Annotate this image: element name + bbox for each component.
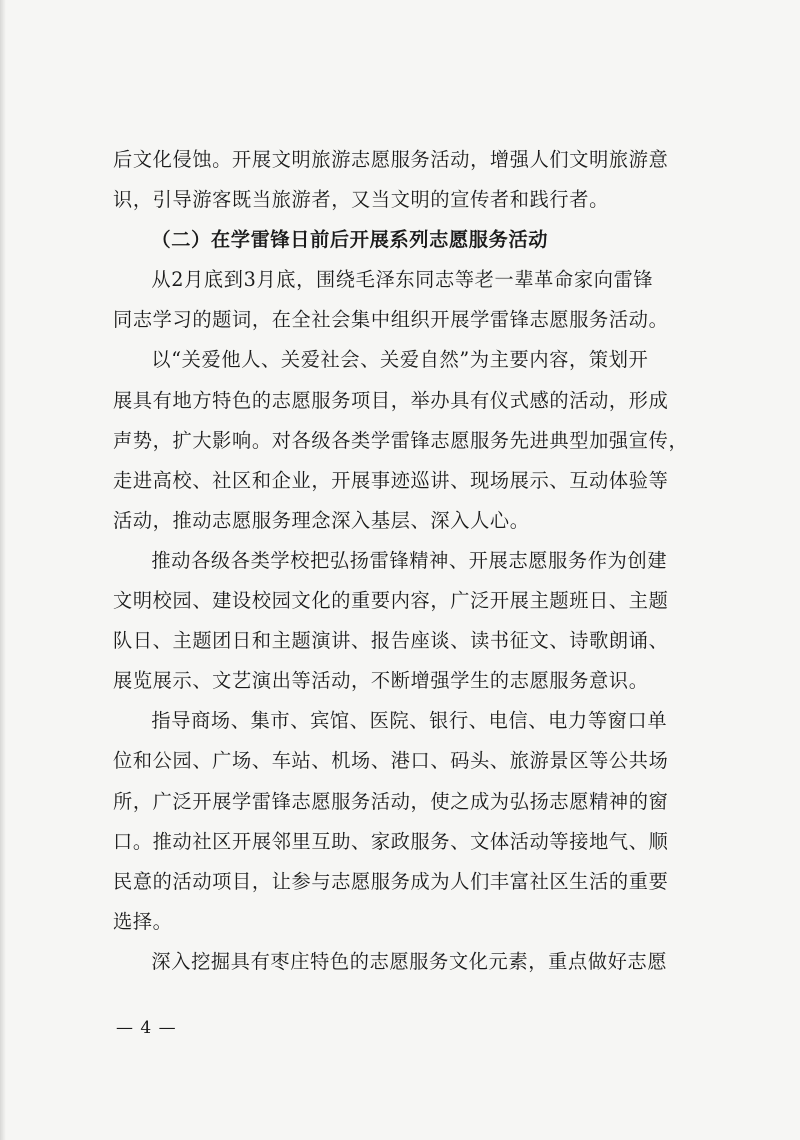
document-body <box>113 140 718 982</box>
paragraph-first-line: 深入挖掘具有枣庄特色的志愿服务文化元素，重点做好志愿 <box>151 949 668 973</box>
text-line: 走进高校、社区和企业，开展事迹巡讲、现场展示、互动体验等 <box>113 468 669 492</box>
text-line: 位和公园、广场、车站、机场、港口、码头、旅游景区等公共场 <box>113 749 669 773</box>
text-line: 队日、主题团日和主题演讲、报告座谈、读书征文、诗歌朗诵、 <box>113 629 669 653</box>
paragraph-first-line: 推动各级各类学校把弘扬雷锋精神、开展志愿服务作为创建 <box>151 548 668 572</box>
text-line: 民意的活动项目，让参与志愿服务成为人们丰富社区生活的重要 <box>113 869 669 893</box>
text-line: 展览展示、文艺演出等活动，不断增强学生的志愿服务意识。 <box>113 669 649 693</box>
text-line: 文明校园、建设校园文化的重要内容，广泛开展主题班日、主题 <box>113 589 669 613</box>
text-line: 活动，推动志愿服务理念深入基层、深入人心。 <box>113 508 530 532</box>
text-line: 选择。 <box>113 909 173 933</box>
text-line: 展具有地方特色的志愿服务项目，举办具有仪式感的活动，形成 <box>113 388 669 412</box>
text-line: 同志学习的题词，在全社会集中组织开展学雷锋志愿服务活动。 <box>113 308 669 332</box>
scan-edge-shadow <box>0 0 6 1140</box>
paragraph-first-line: 以“关爱他人、关爱社会、关爱自然”为主要内容，策划开 <box>151 348 649 372</box>
text-line: 所，广泛开展学雷锋志愿服务活动，使之成为弘扬志愿精神的窗 <box>113 789 669 813</box>
paragraph-first-line: 从2月底到3月底，围绕毛泽东同志等老一辈革命家向雷锋 <box>151 268 654 292</box>
paragraph-first-line: 指导商场、集市、宾馆、医院、银行、电信、电力等窗口单 <box>151 709 668 733</box>
text-line: 声势，扩大影响。对各级各类学雷锋志愿服务先进典型加强宣传， <box>113 428 689 452</box>
page-number: — 4 — <box>116 1018 177 1038</box>
section-heading: （二）在学雷锋日前后开展系列志愿服务活动 <box>151 228 549 252</box>
text-line: 口。推动社区开展邻里互助、家政服务、文体活动等接地气、顺 <box>113 829 669 853</box>
text-line: 后文化侵蚀。开展文明旅游志愿服务活动，增强人们文明旅游意 <box>113 148 669 171</box>
text-line: 识，引导游客既当旅游者，又当文明的宣传者和践行者。 <box>113 188 609 212</box>
